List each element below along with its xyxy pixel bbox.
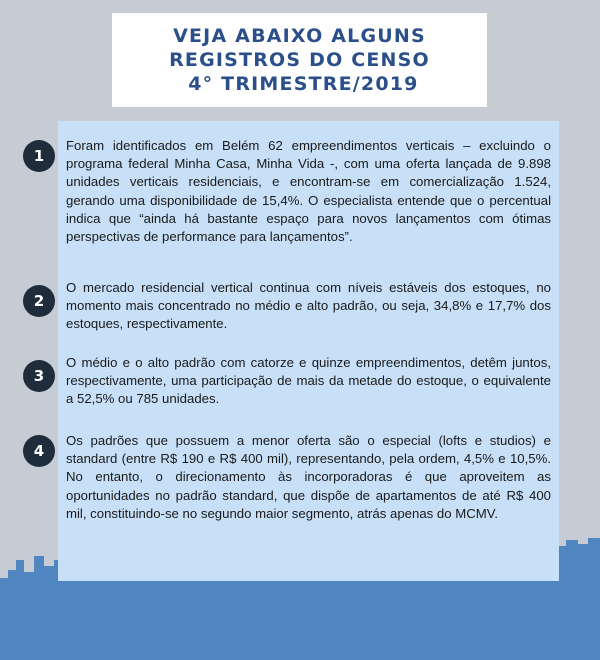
number-badge-1: 1 — [23, 140, 55, 172]
census-item-1-text: Foram identificados em Belém 62 empreendimentos verticais – excluindo o programa federal Minha Casa, Minha Vida -, com uma oferta lançada de 9.898 unidades verticais residenciais, e encontram-se em comercialização 1.524, gerando uma disponibilidade de 15,4%. O especialista entende que o percentual indica que “ainda há bastante espaço para novos lançamentos com ótimas perspectivas de performance para lançamentos”. — [66, 138, 551, 245]
number-badge-2: 2 — [23, 285, 55, 317]
header-title-box — [112, 13, 487, 107]
census-item-4-text: Os padrões que possuem a menor oferta são o especial (lofts e studios) e standard (entre R$ 190 e R$ 400 mil), representando, pela ordem, 4,5% e 10,5%. No entanto, o direcionamento às incorporadoras é que aproveitem as oportunidades no padrão standard, que dispõe de apartamentos de até R$ 400 mil, constituindo-se no segundo maior segmento, atrás apenas do MCMV. — [66, 433, 551, 521]
census-item-2-text: O mercado residencial vertical continua com níveis estáveis dos estoques, no momento mais concentrado no médio e alto padrão, ou seja, 34,8% e 17,7% dos estoques, respectivamente. — [66, 280, 551, 332]
header-title-line-3: 4° TRIMESTRE/2019 — [180, 73, 419, 95]
number-badge-3: 3 — [23, 360, 55, 392]
number-badge-4: 4 — [23, 435, 55, 467]
header-title-line-2: REGISTROS DO CENSO — [169, 49, 430, 71]
census-item-3-text: O médio e o alto padrão com catorze e quinze empreendimentos, detêm juntos, respectivamente, uma participação de mais da metade do estoque, o equivalente a 52,5% ou 785 unidades. — [66, 355, 551, 407]
header-title-line-1: VEJA ABAIXO ALGUNS — [173, 25, 426, 47]
